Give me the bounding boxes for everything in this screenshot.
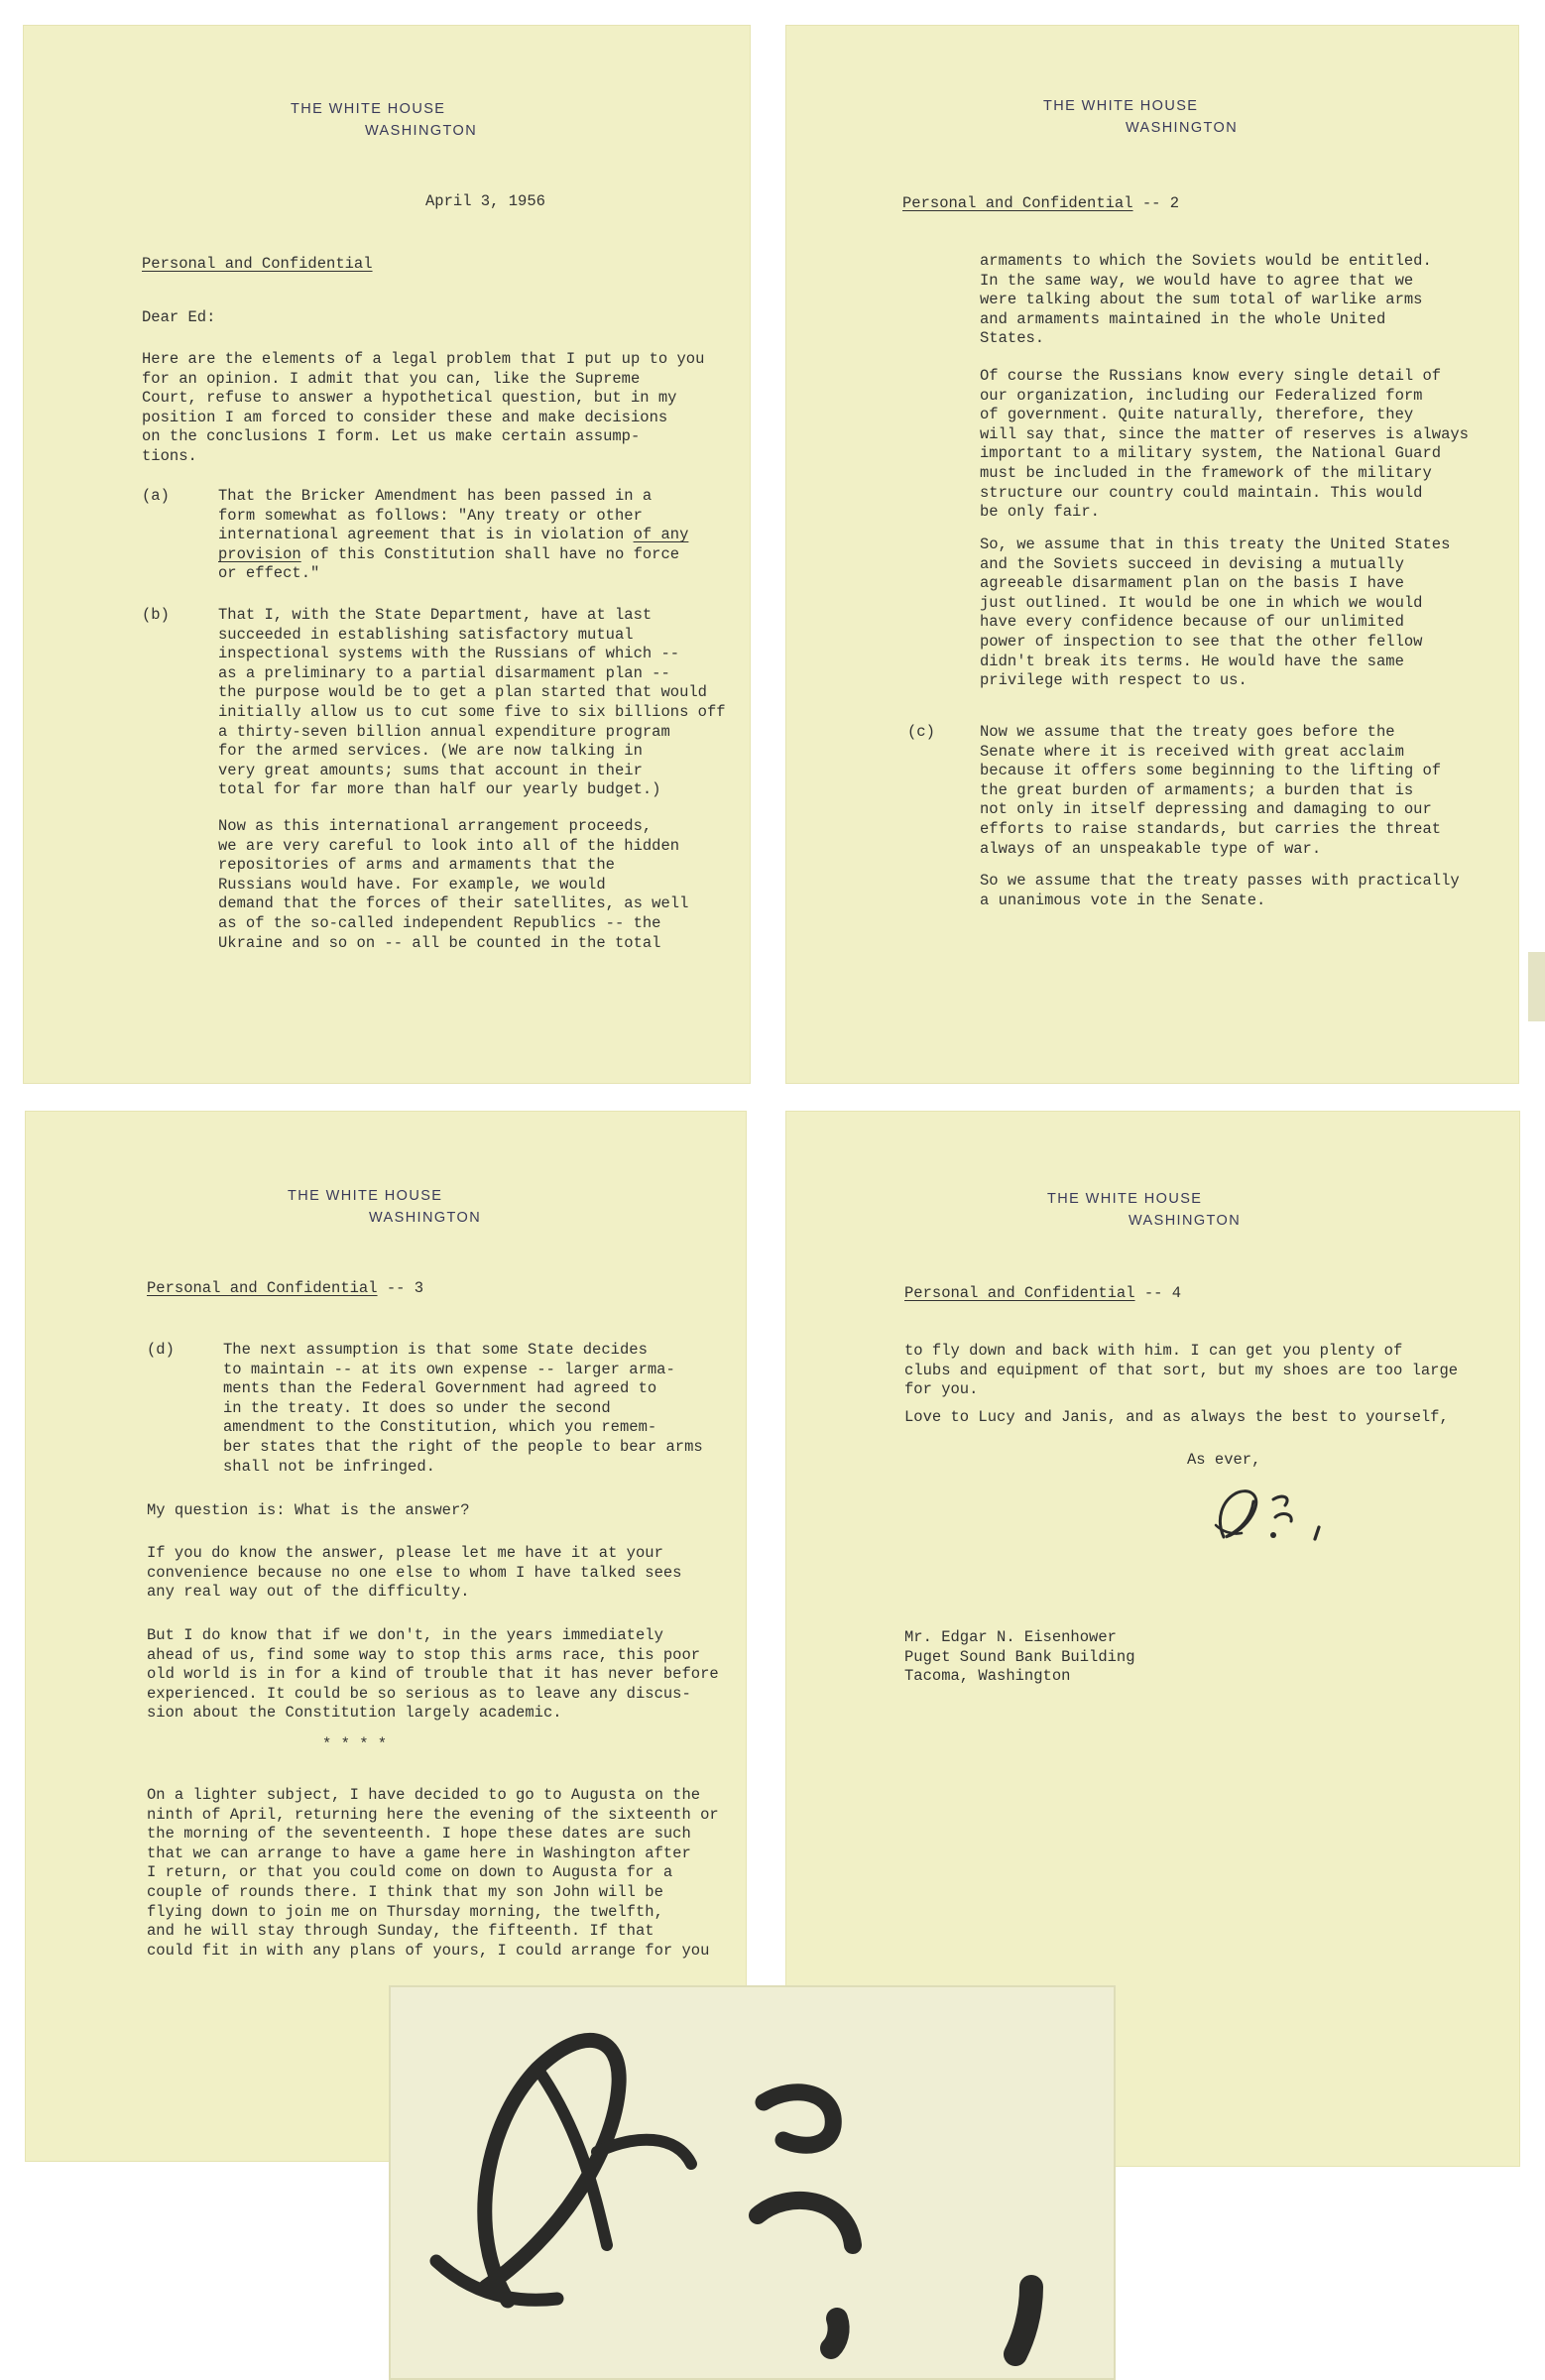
salutation: Dear Ed: (142, 308, 216, 326)
item-b-label: (b) (142, 606, 170, 624)
item-d-text: The next assumption is that some State decides to maintain -- at its own expense -- larger arma- ments than the Federal Government had agreed to in the treaty. It does so under the second amendment to the Constitution, which you remem- ber states that the right of the people to bear arms shall not be infringed. (223, 1341, 703, 1476)
signature-detail-inset (389, 1985, 1116, 2380)
paragraph-3: On a lighter subject, I have decided to go to Augusta on the ninth of April, returning here the evening of the sixteenth or the morning of the seventeenth. I hope these dates are such that we can arrange to have a game here in Washington after I return, or that you could come on down to Augusta for a couple of rounds there. I think that my son John will be flying down to join me on Thursday morning, the twelfth, and he will stay through Sunday, the fifteenth. If that could fit in with any plans of yours, I could arrange for you (147, 1786, 719, 1960)
question-line: My question is: What is the answer? (147, 1501, 470, 1519)
item-d-label: (d) (147, 1341, 175, 1359)
letterhead-line1: THE WHITE HOUSE (1047, 1191, 1203, 1207)
letterhead-line1: THE WHITE HOUSE (288, 1188, 443, 1204)
confidential-heading: Personal and Confidential -- 2 (902, 194, 1180, 212)
item-c-text: Now we assume that the treaty goes before the Senate where it is received with great acclaim because it offers some beginning to the lifting of the great burden of armaments; a burden that is not only in itself depressing and damaging to our efforts to raise standards, but carries the threat always of an unspeakable type of war. (980, 723, 1442, 858)
signature-initials (1202, 1480, 1341, 1549)
intro-paragraph: Here are the elements of a legal problem that I put up to you for an opinion. I admit that you can, like the Supreme Court, refuse to answer a hypothetical question, but in my position I am forced to consider these and make decisions on the conclusions I form. Let us make certain assump- tions. (142, 350, 705, 465)
paragraph-2: Love to Lucy and Janis, and as always the best to yourself, (904, 1408, 1449, 1426)
letterhead-line2: WASHINGTON (1129, 1213, 1242, 1229)
letterhead-line1: THE WHITE HOUSE (1043, 98, 1199, 114)
letterhead-line1: THE WHITE HOUSE (291, 101, 446, 117)
signature-detail-initials (389, 1985, 1116, 2380)
letterhead-line2: WASHINGTON (369, 1210, 482, 1226)
item-c-label: (c) (907, 723, 935, 741)
paragraph-2: But I do know that if we don't, in the years immediately ahead of us, find some way to stop this arms race, this poor old world is in for a kind of trouble that it has never before experienced. It could be so serious as to leave any discus- sion about the Constitution largely academic. (147, 1626, 719, 1723)
confidential-heading: Personal and Confidential -- 3 (147, 1279, 424, 1297)
item-a-text: That the Bricker Amendment has been passed in a form somewhat as follows: "Any treaty or other international agreement that is in violation of any provision of this Constitution shall have no force or effect." (218, 487, 689, 583)
paragraph-1: armaments to which the Soviets would be entitled. In the same way, we would have to agree that we were talking about the sum total of warlike arms and armaments maintained in the whole United States. (980, 252, 1432, 348)
section-stars: * * * * (322, 1735, 388, 1753)
item-b-text: That I, with the State Department, have at last succeeded in establishing satisfactory mutual inspectional systems with the Russians of which -- as a preliminary to a partial disarmament plan -- the purpose would be to get a plan started that would initially allow us to cut some five to six billions off a thirty-seven billion annual expenditure program for the armed services. (We are now talking in very great amounts; sums that account in their total for far more than half our yearly budget.) (218, 606, 726, 799)
confidential-heading: Personal and Confidential (142, 255, 373, 273)
letterhead-line2: WASHINGTON (365, 123, 478, 139)
letter-date: April 3, 1956 (425, 192, 545, 210)
letterhead-line2: WASHINGTON (1126, 120, 1239, 136)
paragraph-1: to fly down and back with him. I can get you plenty of clubs and equipment of that sort, but my shoes are too large for you. (904, 1342, 1459, 1399)
paragraph-4: So we assume that the treaty passes with practically a unanimous vote in the Senate. (980, 872, 1460, 909)
item-a-label: (a) (142, 487, 170, 505)
closing: As ever, (1187, 1451, 1261, 1469)
paragraph-3: So, we assume that in this treaty the United States and the Soviets succeed in devising a mutually agreeable disarmament plan on the basis I have just outlined. It would be one in which we would have every confidence because of our unlimited power of inspection to see that the other fellow didn't break its terms. He would have the same privilege with respect to us. (980, 536, 1451, 690)
page-edge-strip (1528, 952, 1545, 1021)
paragraph-2: Of course the Russians know every single detail of our organization, including our Federalized form of government. Quite naturally, therefore, they will say that, since the matter of reserves is always important to a military system, the National Guard must be included in the framework of the military structure our country could maintain. This would be only fair. (980, 367, 1469, 522)
item-b-continuation: Now as this international arrangement proceeds, we are very careful to look into all of the hidden repositories of arms and armaments that the Russians would have. For example, we would demand that the forces of their satellites, as well as of the so-called independent Republics -- the Ukraine and so on -- all be counted in the total (218, 817, 689, 952)
letter-page-2 (785, 25, 1519, 1084)
confidential-heading: Personal and Confidential -- 4 (904, 1284, 1182, 1302)
paragraph-1: If you do know the answer, please let me have it at your convenience because no one else to whom I have talked sees any real way out of the difficulty. (147, 1544, 682, 1602)
recipient-address: Mr. Edgar N. Eisenhower Puget Sound Bank Building Tacoma, Washington (904, 1628, 1135, 1686)
letter-page-1 (23, 25, 751, 1084)
